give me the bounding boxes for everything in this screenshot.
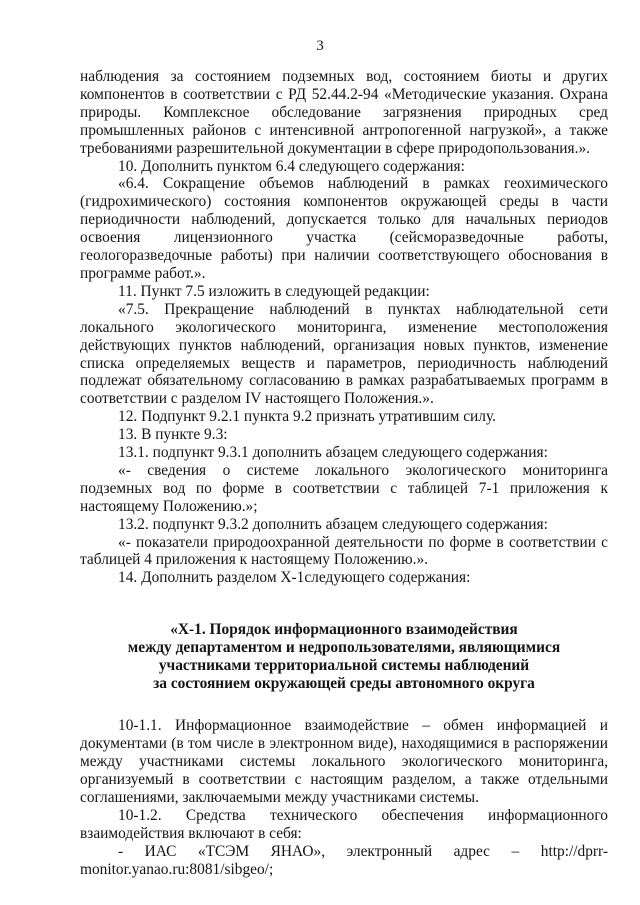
paragraph-item-13-2: 13.2. подпункт 9.3.2 дополнить абзацем следующего содержания: <box>118 515 548 533</box>
paragraph-item-12: 12. Подпункт 9.2.1 пункта 9.2 признать утратившим силу. <box>118 408 496 426</box>
paragraph-quote-13-2: «- показатели природоохранной деятельности по форме в соответствии с таблицей 4 приложения к настоящему Положению.». <box>80 533 608 569</box>
paragraph-10-1-2: 10-1.2. Средства технического обеспечения информационного взаимодействия включают в себя: <box>80 806 608 842</box>
paragraph-item-14: 14. Дополнить разделом Х-1следующего содержания: <box>118 569 471 587</box>
document-body <box>80 68 608 878</box>
paragraph-item-13-1: 13.1. подпункт 9.3.1 дополнить абзацем следующего содержания: <box>118 444 548 462</box>
paragraph-quote-6-4: «6.4. Сокращение объемов наблюдений в рамках геохимического (гидрохимического) состояния компонентов окружающей среды в части периодичности наблюдений, допускается только для начальных периодов освоения лицензионного участка (сейсморазведочные работы, геологоразведочные работы) при наличии соответствующего обоснования в программе работ.». <box>80 175 608 282</box>
paragraph-item-11: 11. Пункт 7.5 изложить в следующей редакции: <box>118 282 430 300</box>
paragraph-quote-7-5: «7.5. Прекращение наблюдений в пунктах наблюдательной сети локального экологического мониторинга, изменение местоположения действующих пунктов наблюдений, организация новых пунктов, изменение списка определяемых веществ и параметров, периодичность наблюдений подлежат обязательному согласованию в рамках разрабатываемых программ в соответствии с разделом IV настоящего Положения.». <box>80 300 608 408</box>
paragraph-item-13: 13. В пункте 9.3: <box>118 426 228 444</box>
paragraph-quote-13-1: «- сведения о системе локального экологического мониторинга подземных вод по форме в соответствии с таблицей 7-1 приложения к настоящему Положению.»; <box>80 461 608 515</box>
section-heading <box>80 621 608 693</box>
section-heading-line-3: участниками территориальной системы наблюдений <box>158 657 530 675</box>
section-heading-line-1: «Х-1. Порядок информационного взаимодействия <box>170 621 518 639</box>
paragraph-ias-address: - ИАС «ТСЭМ ЯНАО», электронный адрес – http://dprr-monitor.yanao.ru:8081/sibgeo/; <box>80 842 608 878</box>
paragraph-item-10: 10. Дополнить пунктом 6.4 следующего содержания: <box>118 157 465 175</box>
page-number: 3 <box>316 38 324 54</box>
section-heading-line-4: за состоянием окружающей среды автономного округа <box>153 675 535 693</box>
paragraph-continuation: наблюдения за состоянием подземных вод, состоянием биоты и других компонентов в соответствии с РД 52.44.2-94 «Методические указания. Охрана природы. Комплексное обследование загрязнения природных сред промышленных районов с интенсивной антропогенной нагрузкой», а также требованиями разрешительной документации в сфере природопользования.». <box>80 68 608 157</box>
section-heading-line-2: между департаментом и недропользователями, являющимися <box>127 639 561 657</box>
paragraph-10-1-1: 10-1.1. Информационное взаимодействие – обмен информацией и документами (в том числе в электронном виде), находящимися в распоряжении между участниками системы локального экологического мониторинга, организуемый в соответствии с настоящим разделом, а также отдельными соглашениями, заключаемыми между участниками системы. <box>80 717 608 806</box>
